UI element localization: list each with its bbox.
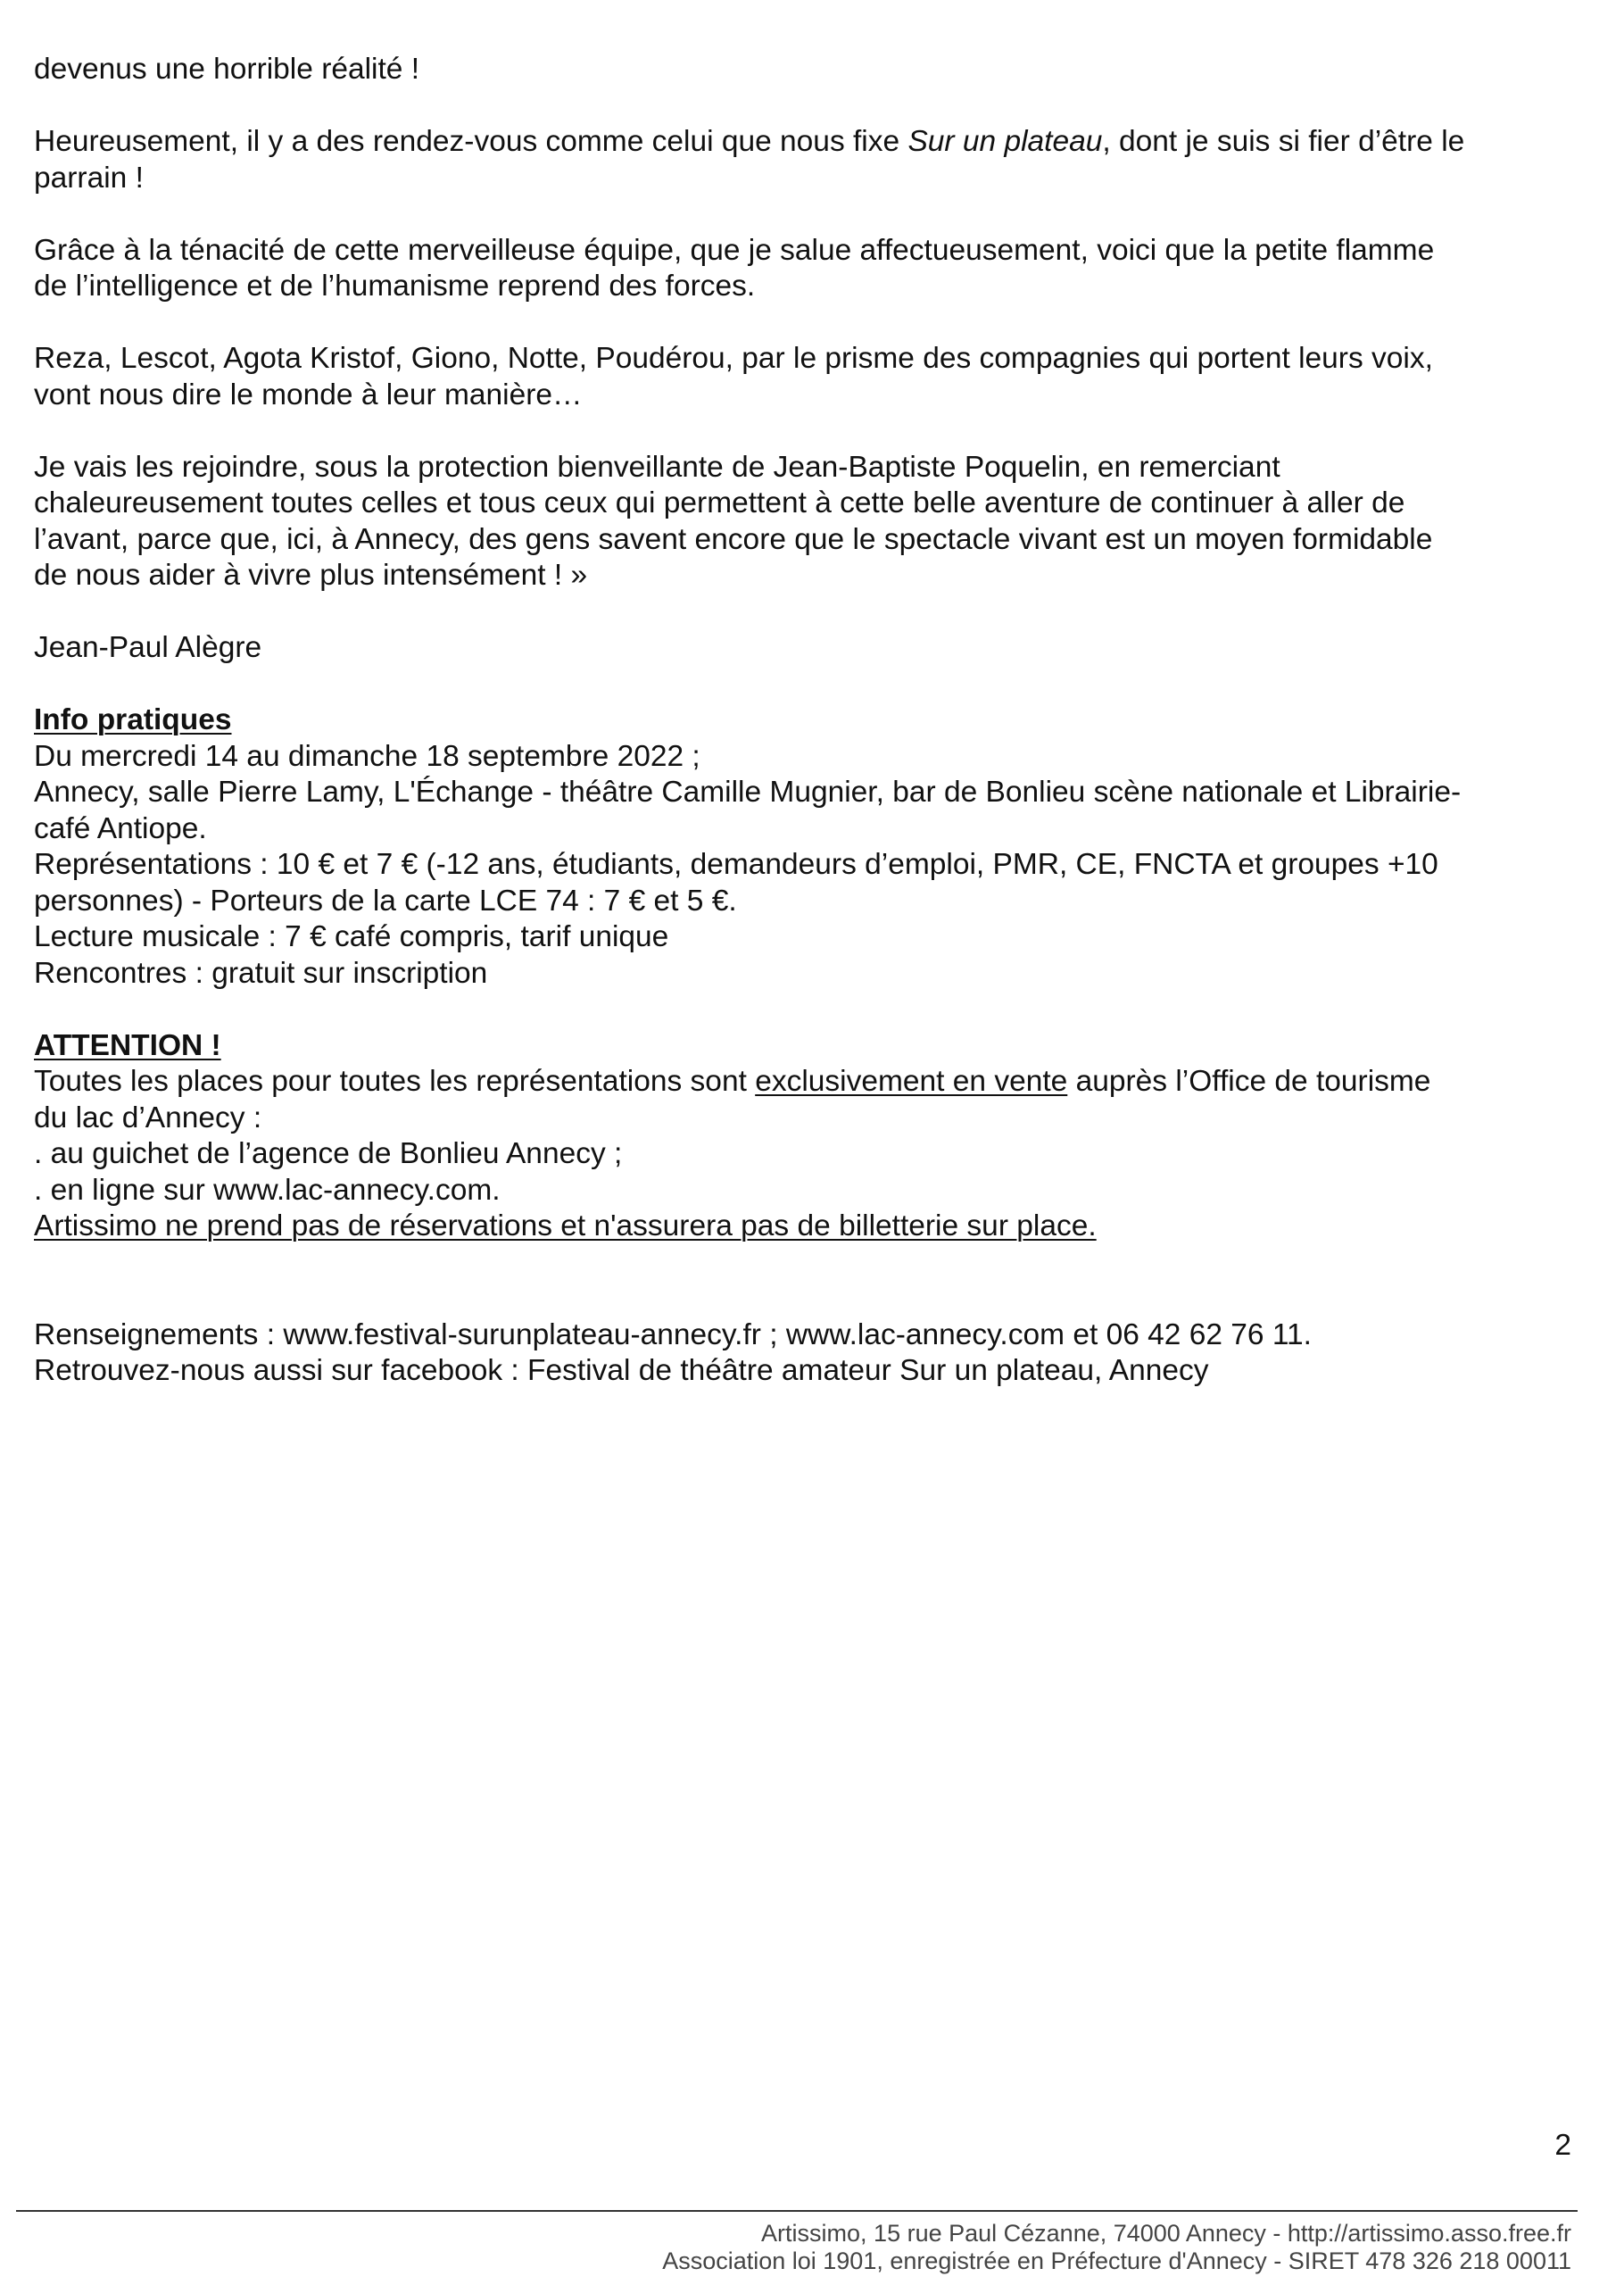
signature: Jean-Paul Alègre [34,631,262,664]
text-line: chaleureusement toutes celles et tous ceux qui permettent à cette belle aventure de continuer à aller de [34,486,1405,519]
paragraph-auteurs [34,341,1569,413]
text-run: , dont je suis si fier d’être le [1102,125,1465,158]
signature-block [34,630,1569,667]
text-line: parrain ! [34,161,144,195]
text-line: vont nous dire le monde à leur manière… [34,378,583,411]
paragraph-rendezvous [34,124,1569,196]
text-run: Heureusement, il y a des rendez-vous comme celui que nous fixe [34,125,908,158]
info-heading: Info pratiques [34,703,232,736]
text-line: de l’intelligence et de l’humanisme reprend des forces. [34,270,756,303]
text-line: Grâce à la ténacité de cette merveilleuse équipe, que je salue affectueusement, voici que la petite flamme [34,233,1435,267]
attention-line: . au guichet de l’agence de Bonlieu Annecy ; [34,1137,623,1170]
info-line: Du mercredi 14 au dimanche 18 septembre 2022 ; [34,739,700,773]
footer-divider [16,2210,1578,2212]
footer-address: Artissimo, 15 rue Paul Cézanne, 74000 Annecy - http://artissimo.asso.free.fr [761,2220,1571,2247]
festival-name-italic: Sur un plateau [907,125,1103,158]
text-line: Je vais les rejoindre, sous la protection bienveillante de Jean-Baptiste Poquelin, en remerciant [34,450,1280,484]
paragraph-rejoindre [34,450,1569,594]
info-line: Représentations : 10 € et 7 € (-12 ans, étudiants, demandeurs d’emploi, PMR, CE, FNCTA et groupes +10 [34,848,1438,881]
info-line: Rencontres : gratuit sur inscription [34,956,488,990]
info-line: Lecture musicale : 7 € café compris, tarif unique [34,920,669,953]
text-line: devenus une horrible réalité ! [34,53,420,86]
page-number: 2 [1554,2129,1571,2162]
text-line: de nous aider à vivre plus intensément ! » [34,559,588,592]
page-footer [662,2220,1571,2275]
contact-line: Renseignements : www.festival-surunplateau-annecy.fr ; www.lac-annecy.com et 06 42 62 76 11. [34,1317,1312,1351]
document-body [34,52,1569,1425]
text-line: l’avant, parce que, ici, à Annecy, des gens savent encore que le spectacle vivant est un moyen formidable [34,522,1433,556]
info-line: café Antiope. [34,811,207,845]
paragraph-continuation [34,52,1569,88]
attention-section [34,1028,1569,1245]
contact-section [34,1317,1569,1390]
attention-line [34,1064,1569,1101]
footer-registration: Association loi 1901, enregistrée en Préfecture d'Annecy - SIRET 478 326 218 00011 [662,2248,1571,2274]
text-run: Toutes les places pour toutes les représentations sont [34,1065,756,1098]
no-reservation-notice: Artissimo ne prend pas de réservations et n'assurera pas de billetterie sur place. [34,1209,1097,1242]
info-pratiques-section [34,702,1569,992]
attention-line: du lac d’Annecy : [34,1101,262,1134]
info-line: Annecy, salle Pierre Lamy, L'Échange - théâtre Camille Mugnier, bar de Bonlieu scène nationale et Librairie- [34,776,1462,809]
spacer [34,1281,1569,1317]
info-line: personnes) - Porteurs de la carte LCE 74 : 7 € et 5 €. [34,884,737,918]
attention-heading: ATTENTION ! [34,1028,221,1062]
exclusive-sale-underlined: exclusivement en vente [755,1065,1068,1098]
text-run: auprès l’Office de tourisme [1067,1065,1431,1098]
text-line [34,124,1569,161]
paragraph-equipe [34,233,1569,305]
text-line: Reza, Lescot, Agota Kristof, Giono, Notte, Poudérou, par le prisme des compagnies qui portent leurs voix, [34,342,1433,375]
contact-line: Retrouvez-nous aussi sur facebook : Festival de théâtre amateur Sur un plateau, Annecy [34,1354,1209,1387]
attention-line: . en ligne sur www.lac-annecy.com. [34,1173,501,1207]
